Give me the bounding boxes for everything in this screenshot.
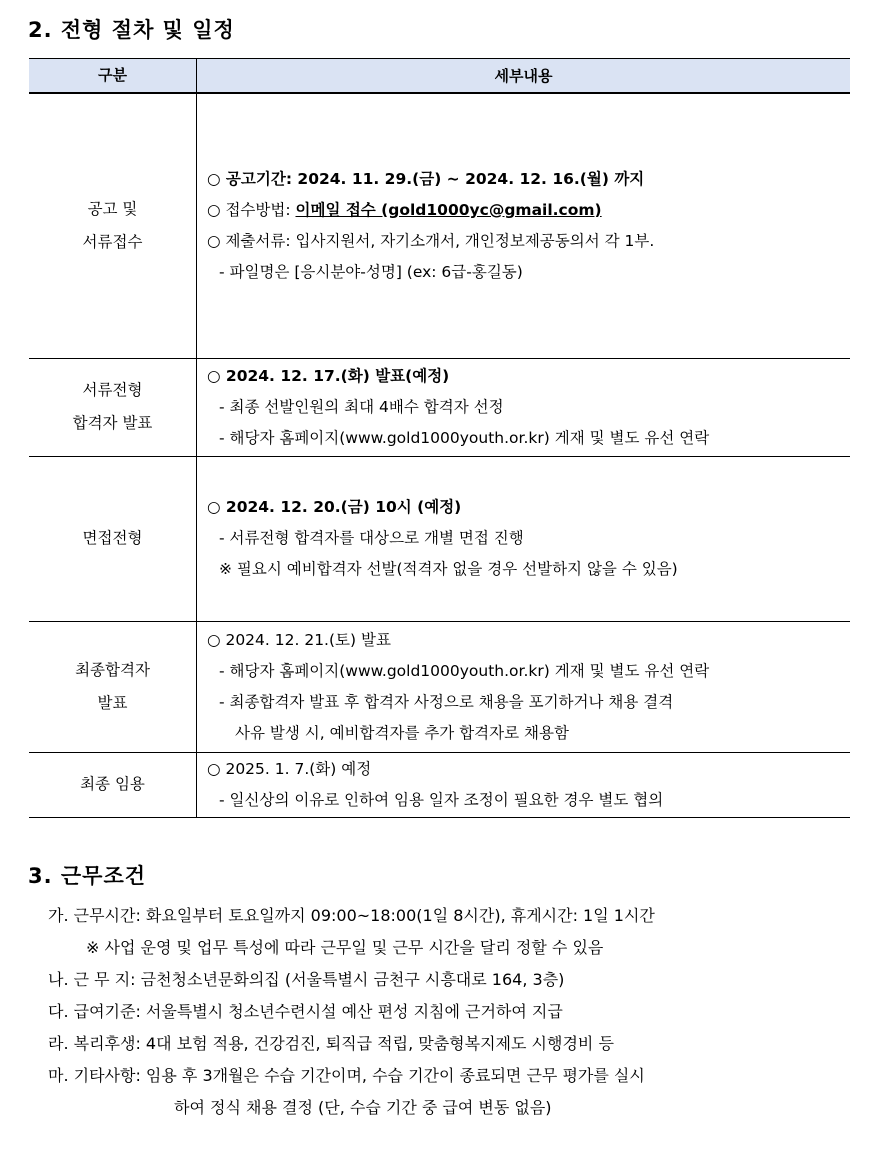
table-header-row [29, 59, 850, 94]
detail-line: - 일신상의 이유로 인하여 임용 일자 조정이 필요한 경우 별도 협의 [219, 790, 664, 809]
row-details [197, 456, 851, 621]
salary-standard: 다. 급여기준: 서울특별시 청소년수련시설 예산 편성 지침에 근거하여 지급 [48, 1002, 563, 1021]
schedule-table [29, 58, 850, 818]
detail-line: 사유 발생 시, 예비합격자를 추가 합격자로 채용함 [235, 723, 569, 742]
row-label-line: 최종 임용 [80, 775, 145, 793]
row-label [29, 456, 197, 621]
section-3-title: 3. 근무조건 [28, 864, 147, 888]
other-notes-continued: 하여 정식 채용 결정 (단, 수습 기간 중 급여 변동 없음) [174, 1098, 552, 1117]
detail-line: - 해당자 홈페이지(www.gold1000youth.or.kr) 게재 및 별도 유선 연락 [219, 661, 710, 680]
row-label-line: 면접전형 [82, 529, 143, 547]
work-location: 나. 근 무 지: 금천청소년문화의집 (서울특별시 금천구 시흥대로 164, 3층) [48, 970, 565, 989]
row-label-line: 서류전형 [82, 381, 143, 399]
table-row [29, 93, 850, 358]
benefits: 라. 복리후생: 4대 보험 적용, 건강검진, 퇴직급 적립, 맞춤형복지제도 시행경비 등 [48, 1034, 614, 1053]
notice-period: ○ 공고기간: 2024. 11. 29.(금) ~ 2024. 12. 16.(월) 까지 [207, 169, 645, 188]
table-row [29, 456, 850, 621]
table-row [29, 358, 850, 456]
schedule-date: ○ 2024. 12. 20.(금) 10시 (예정) [207, 498, 462, 516]
detail-line: - 최종합격자 발표 후 합격자 사정으로 채용을 포기하거나 채용 결격 [219, 692, 674, 711]
row-label-line: 합격자 발표 [72, 414, 153, 432]
detail-line: - 최종 선발인원의 최대 4배수 합격자 선정 [219, 397, 504, 416]
row-details [197, 621, 851, 752]
detail-line: ※ 필요시 예비합격자 선발(적격자 없을 경우 선발하지 않을 수 있음) [219, 560, 678, 578]
schedule-date: ○ 2025. 1. 7.(화) 예정 [207, 759, 372, 778]
table-row [29, 621, 850, 752]
row-label [29, 93, 197, 358]
section-2-title: 2. 전형 절차 및 일정 [28, 18, 235, 42]
row-label-line: 발표 [97, 693, 128, 712]
row-details [197, 93, 851, 358]
schedule-date: ○ 2024. 12. 21.(토) 발표 [207, 630, 391, 649]
work-conditions [48, 900, 655, 1124]
submission-method-label: ○ 접수방법: [207, 200, 296, 219]
row-label-line: 최종합격자 [75, 660, 150, 679]
row-label [29, 752, 197, 817]
detail-line: - 해당자 홈페이지(www.gold1000youth.or.kr) 게재 및 별도 유선 연락 [219, 428, 710, 447]
submission-method [207, 195, 850, 226]
required-documents: ○ 제출서류: 입사지원서, 자기소개서, 개인정보제공동의서 각 1부. [207, 231, 655, 250]
schedule-date: ○ 2024. 12. 17.(화) 발표(예정) [207, 366, 450, 385]
work-hours: 가. 근무시간: 화요일부터 토요일까지 09:00~18:00(1일 8시간), 휴게시간: 1일 1시간 [48, 906, 655, 925]
table-row [29, 752, 850, 817]
row-label [29, 621, 197, 752]
row-label-line: 서류접수 [82, 232, 143, 251]
filename-rule: - 파일명은 [응시분야-성명] (ex: 6급-홍길동) [219, 262, 523, 281]
work-hours-note: ※ 사업 운영 및 업무 특성에 따라 근무일 및 근무 시간을 달리 정할 수 있음 [86, 938, 604, 957]
row-details [197, 358, 851, 456]
row-details [197, 752, 851, 817]
submission-email: 이메일 접수 (gold1000yc@gmail.com) [295, 200, 602, 219]
row-label-line: 공고 및 [87, 199, 138, 218]
detail-line: - 서류전형 합격자를 대상으로 개별 면접 진행 [219, 529, 524, 547]
header-category: 구분 [29, 59, 197, 94]
header-details: 세부내용 [197, 59, 851, 94]
other-notes: 마. 기타사항: 임용 후 3개월은 수습 기간이며, 수습 기간이 종료되면 근무 평가를 실시 [48, 1066, 645, 1085]
row-label [29, 358, 197, 456]
